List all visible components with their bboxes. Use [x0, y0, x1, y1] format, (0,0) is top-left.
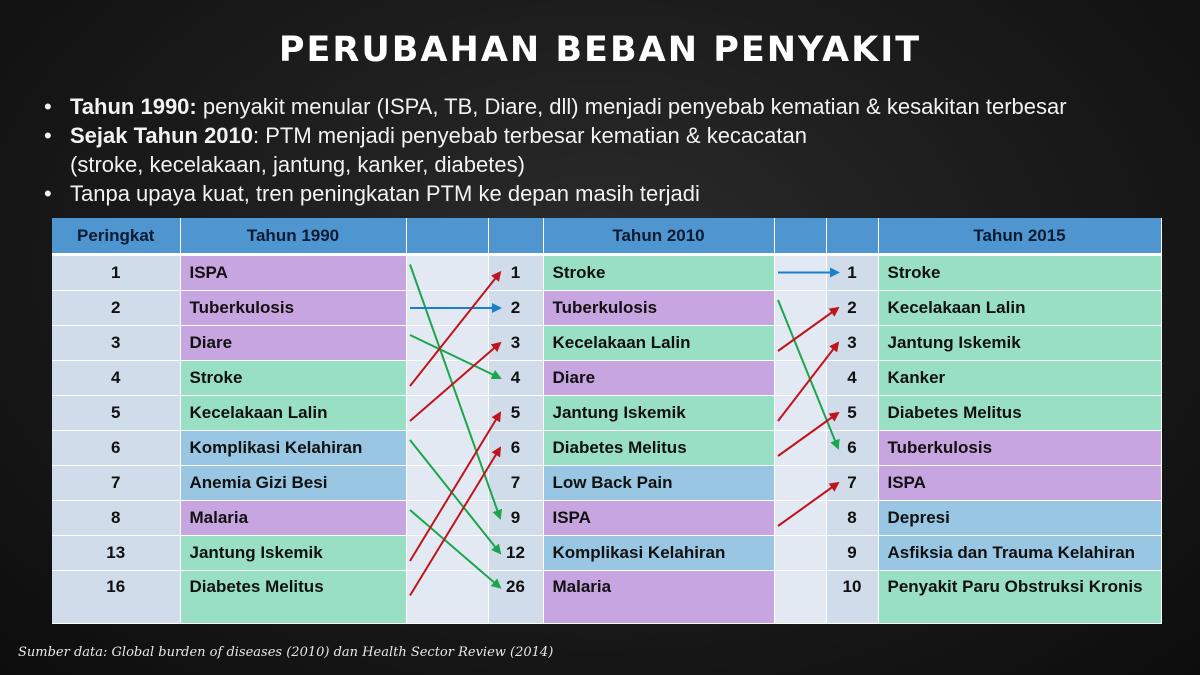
bullet-text: : PTM menjadi penyebab terbesar kematian & kecacatan: [253, 123, 807, 148]
disease-2010-cell: Kecelakaan Lalin: [543, 326, 774, 361]
disease-1990-cell: Jantung Iskemik: [180, 536, 406, 571]
rank-2010-cell: 2: [488, 291, 543, 326]
rank-2015-cell: 4: [826, 361, 878, 396]
header-1990: Tahun 1990: [180, 218, 406, 255]
arrow-gap-cell: [406, 326, 488, 361]
table-row: [52, 536, 1161, 571]
table-body: [52, 255, 1161, 624]
rank-1990-cell: 7: [52, 466, 180, 501]
rank-2015-cell: 7: [826, 466, 878, 501]
arrow-gap-cell: [774, 431, 826, 466]
bullet-item: [40, 179, 1160, 208]
header-rank: Peringkat: [52, 218, 180, 255]
arrow-gap-cell: [774, 571, 826, 624]
rank-1990-cell: 5: [52, 396, 180, 431]
bullet-text: penyakit menular (ISPA, TB, Diare, dll) menjadi penyebab kematian & kesakitan terbesar: [196, 94, 1067, 119]
disease-1990-cell: Kecelakaan Lalin: [180, 396, 406, 431]
disease-2010-cell: Komplikasi Kelahiran: [543, 536, 774, 571]
arrow-gap-cell: [406, 431, 488, 466]
table-row: [52, 501, 1161, 536]
rank-2015-cell: 1: [826, 255, 878, 291]
disease-2015-cell: Jantung Iskemik: [878, 326, 1161, 361]
rank-2015-cell: 9: [826, 536, 878, 571]
header-rank-2010: [488, 218, 543, 255]
arrow-gap-cell: [774, 291, 826, 326]
rank-2010-cell: 5: [488, 396, 543, 431]
table-row: [52, 431, 1161, 466]
slide-title: PERUBAHAN BEBAN PENYAKIT: [278, 30, 922, 70]
rank-1990-cell: 1: [52, 255, 180, 291]
disease-1990-cell: Malaria: [180, 501, 406, 536]
bullet-text-continued: (stroke, kecelakaan, jantung, kanker, diabetes): [70, 152, 525, 177]
arrow-gap-cell: [406, 536, 488, 571]
arrow-gap-cell: [774, 361, 826, 396]
arrow-gap-cell: [774, 536, 826, 571]
ranking-table: [52, 218, 1162, 624]
rank-2015-cell: 8: [826, 501, 878, 536]
arrow-gap-cell: [406, 361, 488, 396]
arrow-gap-cell: [774, 255, 826, 291]
arrow-gap-cell: [406, 571, 488, 624]
header-gap: [774, 218, 826, 255]
disease-2015-cell: Asfiksia dan Trauma Kelahiran: [878, 536, 1161, 571]
disease-2015-cell: Stroke: [878, 255, 1161, 291]
source-citation: Sumber data: Global burden of diseases (2010) dan Health Sector Review (2014): [18, 645, 554, 660]
rank-2010-cell: 9: [488, 501, 543, 536]
disease-2015-cell: Diabetes Melitus: [878, 396, 1161, 431]
rank-1990-cell: 6: [52, 431, 180, 466]
rank-2015-cell: 6: [826, 431, 878, 466]
disease-2010-cell: Low Back Pain: [543, 466, 774, 501]
rank-2015-cell: 5: [826, 396, 878, 431]
rank-1990-cell: 16: [52, 571, 180, 624]
bullet-list: [40, 92, 1160, 208]
rank-2015-cell: 3: [826, 326, 878, 361]
header-rank-2015: [826, 218, 878, 255]
rank-1990-cell: 3: [52, 326, 180, 361]
disease-1990-cell: Tuberkulosis: [180, 291, 406, 326]
arrow-gap-cell: [406, 501, 488, 536]
rank-1990-cell: 13: [52, 536, 180, 571]
header-gap: [406, 218, 488, 255]
arrow-gap-cell: [406, 396, 488, 431]
rank-2010-cell: 7: [488, 466, 543, 501]
table-row: [52, 326, 1161, 361]
table-row: [52, 255, 1161, 291]
disease-2015-cell: Tuberkulosis: [878, 431, 1161, 466]
bullet-item: [40, 92, 1160, 121]
disease-2010-cell: Diabetes Melitus: [543, 431, 774, 466]
header-2010: Tahun 2010: [543, 218, 774, 255]
arrow-gap-cell: [774, 501, 826, 536]
arrow-gap-cell: [774, 326, 826, 361]
table-row: [52, 291, 1161, 326]
disease-1990-cell: Stroke: [180, 361, 406, 396]
rank-2010-cell: 12: [488, 536, 543, 571]
disease-2010-cell: Tuberkulosis: [543, 291, 774, 326]
disease-1990-cell: Diabetes Melitus: [180, 571, 406, 624]
disease-2010-cell: Stroke: [543, 255, 774, 291]
rank-1990-cell: 4: [52, 361, 180, 396]
disease-2015-cell: Kanker: [878, 361, 1161, 396]
rank-2010-cell: 4: [488, 361, 543, 396]
bullet-bold: Sejak Tahun 2010: [70, 123, 254, 148]
rank-2010-cell: 1: [488, 255, 543, 291]
rank-2010-cell: 26: [488, 571, 543, 624]
rank-2010-cell: 6: [488, 431, 543, 466]
table-row: [52, 571, 1161, 624]
header-2015: Tahun 2015: [878, 218, 1161, 255]
rank-1990-cell: 2: [52, 291, 180, 326]
disease-2010-cell: Jantung Iskemik: [543, 396, 774, 431]
disease-1990-cell: Anemia Gizi Besi: [180, 466, 406, 501]
table-header-row: [52, 218, 1161, 255]
disease-2015-cell: Kecelakaan Lalin: [878, 291, 1161, 326]
arrow-gap-cell: [406, 255, 488, 291]
disease-2010-cell: ISPA: [543, 501, 774, 536]
disease-2015-cell: ISPA: [878, 466, 1161, 501]
arrow-gap-cell: [774, 396, 826, 431]
disease-2015-cell: Depresi: [878, 501, 1161, 536]
disease-2015-cell: Penyakit Paru Obstruksi Kronis: [878, 571, 1161, 624]
disease-1990-cell: Komplikasi Kelahiran: [180, 431, 406, 466]
bullet-item: [40, 121, 1160, 179]
rank-2015-cell: 2: [826, 291, 878, 326]
disease-2010-cell: Diare: [543, 361, 774, 396]
table-row: [52, 361, 1161, 396]
table-row: [52, 396, 1161, 431]
arrow-gap-cell: [406, 291, 488, 326]
rank-1990-cell: 8: [52, 501, 180, 536]
bullet-bold: Tahun 1990:: [70, 94, 197, 119]
disease-1990-cell: ISPA: [180, 255, 406, 291]
disease-2010-cell: Malaria: [543, 571, 774, 624]
rank-2010-cell: 3: [488, 326, 543, 361]
arrow-gap-cell: [406, 466, 488, 501]
table-row: [52, 466, 1161, 501]
bullet-text: Tanpa upaya kuat, tren peningkatan PTM ke depan masih terjadi: [70, 181, 700, 206]
arrow-gap-cell: [774, 466, 826, 501]
rank-2015-cell: 10: [826, 571, 878, 624]
disease-1990-cell: Diare: [180, 326, 406, 361]
